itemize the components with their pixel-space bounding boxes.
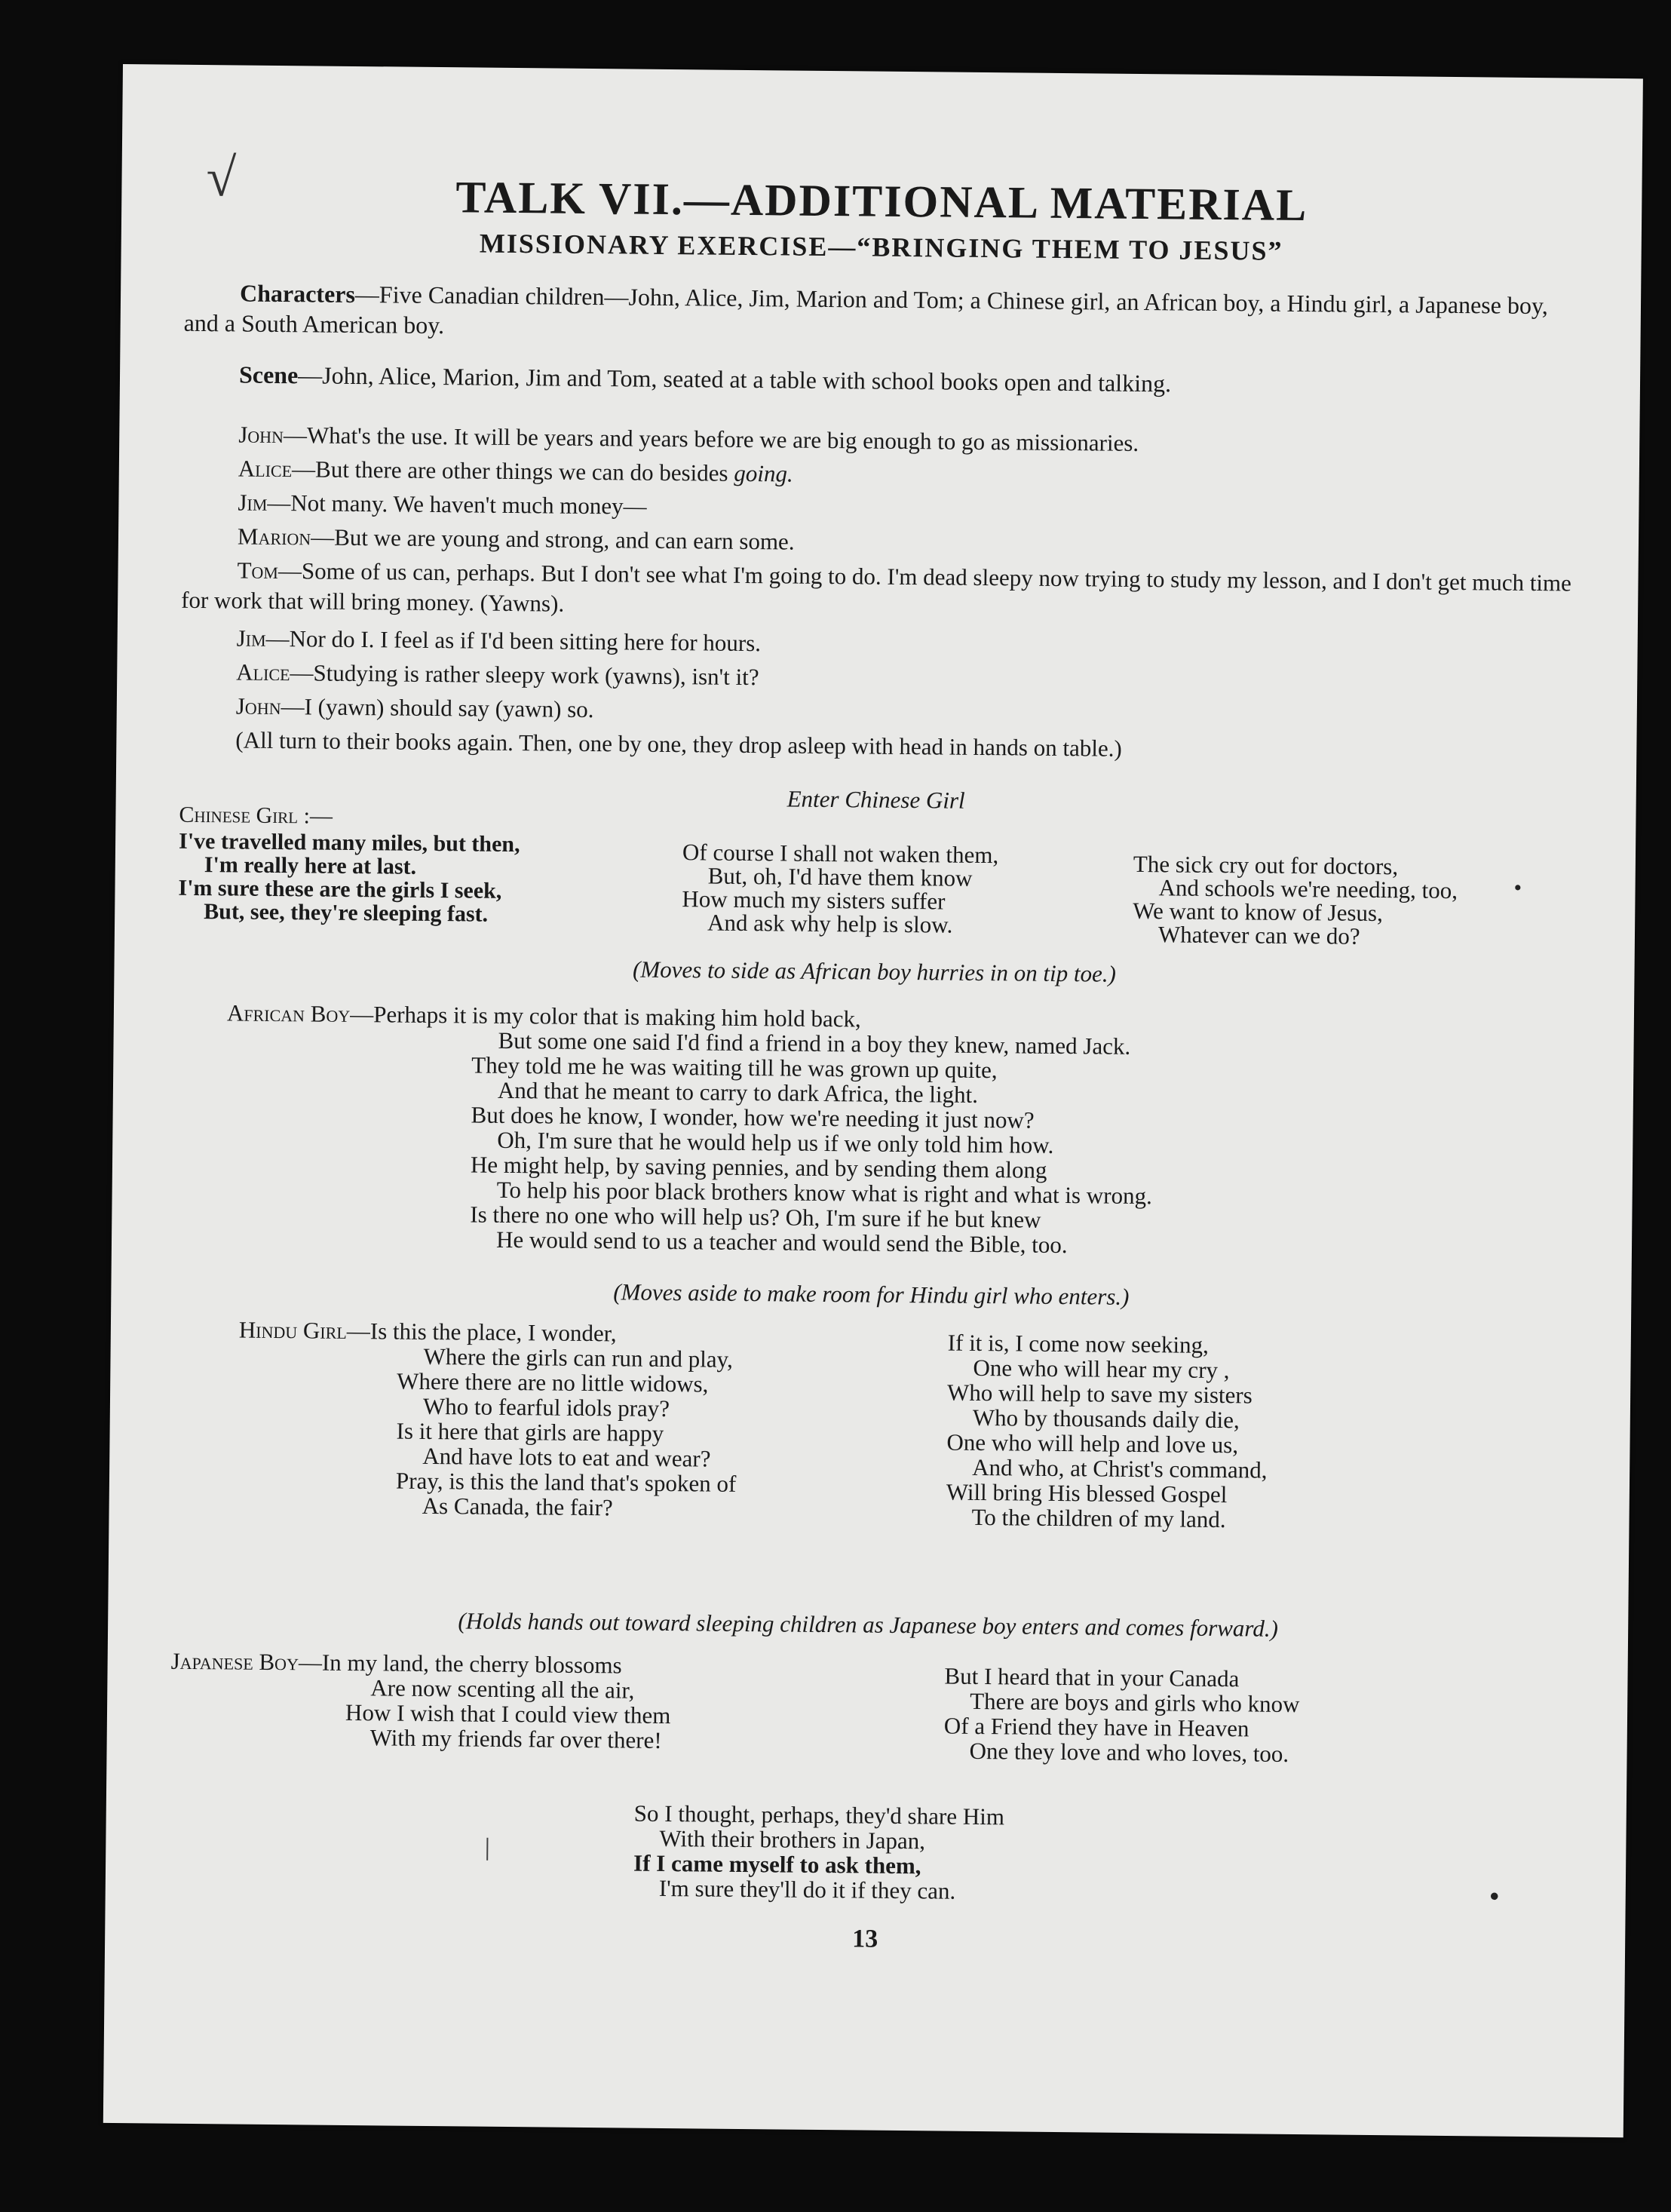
verse-line: —In my land, the cherry blossoms	[298, 1649, 622, 1679]
characters-label: Characters	[239, 279, 356, 308]
verse-line: I'm really here at last.	[204, 852, 417, 879]
speaker-name: Jim	[236, 624, 266, 652]
verse-line: As Canada, the fair?	[422, 1492, 613, 1521]
verse-line: —Is this the place, I wonder,	[346, 1317, 617, 1347]
african-boy-verse	[225, 1000, 1154, 1258]
verse-line: Who will help to save my sisters	[946, 1379, 1252, 1409]
page-subtitle: MISSIONARY EXERCISE—“BRINGING THEM TO JESUS”	[479, 228, 1283, 266]
verse-line: Where the girls can run and play,	[423, 1342, 734, 1373]
verse-line: With my friends far over there!	[369, 1724, 662, 1753]
japanese-boy-stanza-3	[633, 1801, 1004, 1904]
chinese-girl-speaker: Chinese Girl :—	[179, 802, 333, 829]
document-page	[103, 64, 1643, 2137]
verse-line: And ask why help is slow.	[707, 909, 953, 938]
enter-chinese-direction: Enter Chinese Girl	[786, 785, 965, 814]
chinese-stanza-2	[682, 840, 998, 937]
verse-line: But, oh, I'd have them know	[707, 862, 973, 891]
verse-line: Will bring His blessed Gospel	[946, 1478, 1228, 1508]
dialogue-text: —Some of us can, perhaps. But I don't see what I'm going to do. I'm dead sleepy now trying to study my lesson, and I don't get much time for work that will bring money. (Yawns).	[181, 557, 1572, 617]
verse-line: Who by thousands daily die,	[972, 1404, 1240, 1434]
verse-line: But I heard that in your Canada	[944, 1662, 1240, 1692]
verse-line: —Perhaps it is my color that is making him hold back,	[350, 1000, 861, 1032]
verse-line: Oh, I'm sure that he would help us if we only told him how.	[497, 1126, 1054, 1158]
verse-line: Is there no one who will help us? Oh, I'm sure if he but knew	[470, 1201, 1041, 1233]
verse-line: So I thought, perhaps, they'd share Him	[633, 1799, 1005, 1830]
speaker-name: Alice	[236, 658, 290, 686]
verse-line: But, see, they're sleeping fast.	[204, 899, 489, 927]
verse-line: But does he know, I wonder, how we're needing it just now?	[471, 1101, 1035, 1134]
emphasis-text: going.	[734, 459, 793, 487]
verse-line: And have lots to eat and wear?	[422, 1442, 711, 1472]
african-boy-speaker: African Boy	[226, 999, 351, 1027]
verse-line: Pray, is this the land that's spoken of	[395, 1467, 737, 1497]
verse-line: And schools we're needing, too,	[1158, 874, 1458, 904]
stage-direction-2: (Moves to side as African boy hurries in on tip toe.)	[632, 956, 1117, 987]
verse-line: He might help, by saving pennies, and by sending them along	[470, 1151, 1047, 1183]
speaker-name: John	[238, 421, 284, 449]
stage-direction-1: (All turn to their books again. Then, one by one, they drop asleep with head in hands on table.)	[235, 726, 1122, 762]
verse-line: Of a Friend they have in Heaven	[943, 1712, 1249, 1742]
stage-direction-3: (Moves aside to make room for Hindu girl who enters.)	[613, 1278, 1130, 1310]
hindu-girl-stanza-2	[946, 1330, 1268, 1532]
chinese-stanza-3	[1133, 852, 1458, 949]
verse-line: Who to fearful idols pray?	[422, 1392, 670, 1422]
page-title: TALK VII.—ADDITIONAL MATERIAL	[455, 172, 1308, 231]
japanese-boy-stanza-2	[943, 1664, 1300, 1767]
verse-line: To the children of my land.	[971, 1503, 1226, 1533]
ink-mark: •	[1513, 875, 1522, 900]
dialogue-text: —Not many. We haven't much money—	[267, 489, 647, 520]
ink-mark: •	[1489, 1879, 1500, 1913]
dialogue-text: —What's the use. It will be years and years before we are big enough to go as missionaries.	[283, 422, 1139, 456]
speaker-name: Jim	[238, 489, 268, 516]
japanese-boy-stanza-1	[170, 1649, 672, 1753]
dialogue-text: —Nor do I. I feel as if I'd been sitting here for hours.	[265, 624, 762, 657]
hindu-girl-stanza-1	[238, 1318, 738, 1521]
verse-line: I'm sure they'll do it if they can.	[658, 1874, 956, 1904]
characters-paragraph	[184, 278, 1587, 351]
verse-line: I'm sure these are the girls I seek,	[178, 875, 502, 904]
verse-line: Where there are no little widows,	[397, 1367, 709, 1397]
verse-line: I've travelled many miles, but then,	[178, 828, 520, 857]
speaker-name: Alice	[238, 455, 293, 483]
verse-line: Of course I shall not waken them,	[682, 839, 999, 869]
verse-line: How much my sisters suffer	[682, 885, 946, 915]
verse-line: And who, at Christ's command,	[972, 1453, 1268, 1483]
verse-line: They told me he was waiting till he was grown up quite,	[471, 1051, 998, 1084]
verse-line: We want to know of Jesus,	[1133, 897, 1384, 927]
verse-line: To help his poor black brothers know what is right and what is wrong.	[496, 1176, 1152, 1210]
verse-line: One who will hear my cry ,	[973, 1354, 1230, 1384]
check-mark: √	[206, 147, 237, 208]
scene-text: —John, Alice, Marion, Jim and Tom, seated at a table with school books open and talking.	[298, 361, 1172, 397]
verse-line: The sick cry out for doctors,	[1133, 850, 1399, 880]
verse-line: If I came myself to ask them,	[633, 1849, 921, 1879]
verse-line: One who will help and love us,	[946, 1428, 1239, 1459]
verse-line: There are boys and girls who know	[970, 1687, 1300, 1718]
verse-line: Is it here that girls are happy	[396, 1417, 664, 1447]
verse-line: One they love and who loves, too.	[969, 1737, 1289, 1767]
speaker-name: John	[235, 692, 281, 720]
stage-direction-4: (Holds hands out toward sleeping children as Japanese boy enters and comes forward.)	[458, 1607, 1279, 1642]
hindu-girl-speaker: Hindu Girl	[238, 1316, 348, 1344]
dialogue-text: —I (yawn) should say (yawn) so.	[281, 693, 594, 723]
japanese-boy-speaker: Japanese Boy	[170, 1647, 299, 1676]
verse-line: How I wish that I could view them	[345, 1698, 671, 1729]
verse-line: And that he meant to carry to dark Africa, the light.	[497, 1076, 979, 1108]
page-number: 13	[852, 1925, 878, 1953]
verse-line: If it is, I come now seeking,	[947, 1329, 1210, 1358]
verse-line: Whatever can we do?	[1157, 921, 1360, 950]
characters-text: —Five Canadian children—John, Alice, Jim, Marion and Tom; a Chinese girl, an African boy, a Hindu girl, a Japanese boy, and a South American boy.	[183, 280, 1549, 339]
verse-line: But some one said I'd find a friend in a boy they knew, named Jack.	[498, 1026, 1131, 1060]
speaker-name: Marion	[237, 523, 311, 551]
dialogue-text: —Studying is rather sleepy work (yawns), isn't it?	[290, 659, 759, 691]
ink-mark	[486, 1838, 488, 1861]
dialogue-text: —But there are other things we can do besides	[291, 456, 734, 486]
verse-line: He would send to us a teacher and would send the Bible, too.	[495, 1226, 1068, 1259]
verse-line: With their brothers in Japan,	[659, 1824, 926, 1855]
chinese-stanza-1	[178, 830, 520, 926]
speaker-name: Tom	[237, 557, 279, 584]
scene-paragraph	[239, 359, 1596, 402]
scene-label: Scene	[238, 360, 299, 389]
verse-line: Are now scenting all the air,	[370, 1674, 635, 1704]
dialogue-text: —But we are young and strong, and can earn some.	[311, 523, 795, 555]
dialogue-line-5	[181, 555, 1584, 629]
